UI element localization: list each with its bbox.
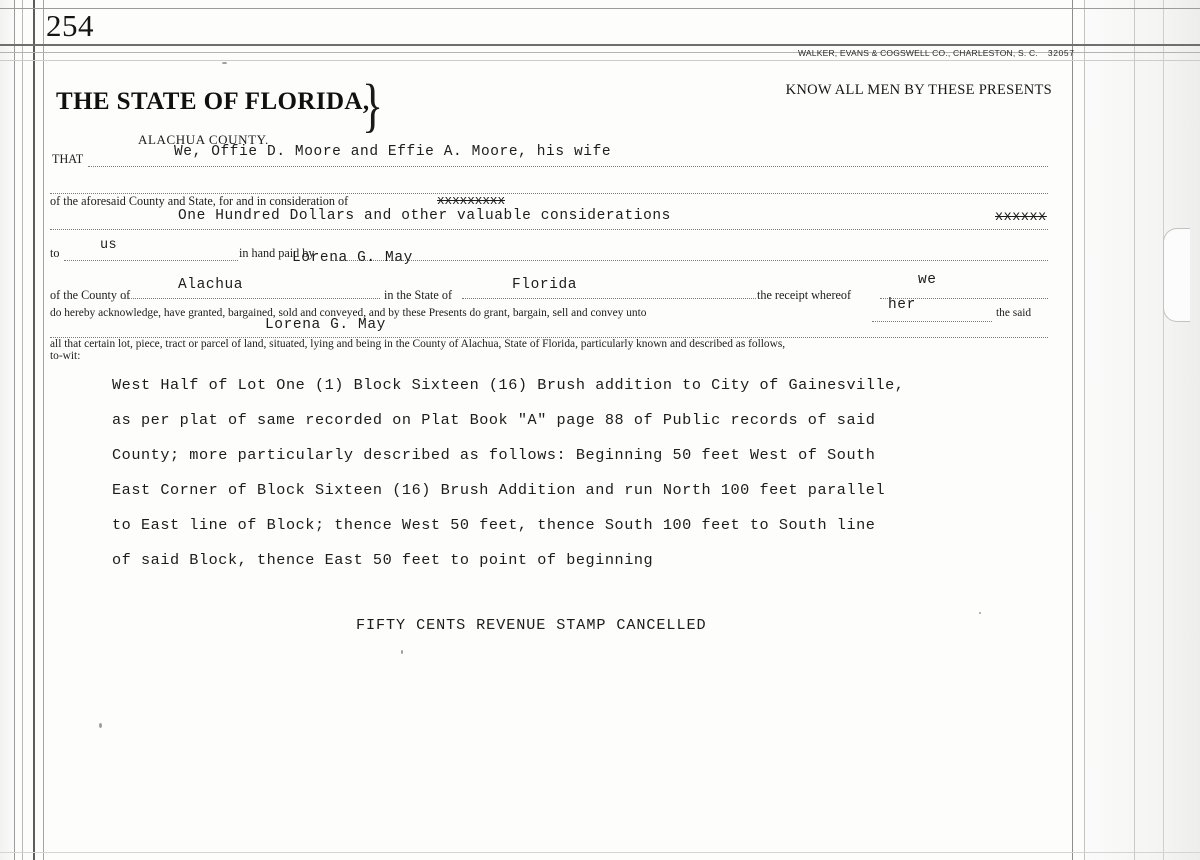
legal-description-line: East Corner of Block Sixteen (16) Brush Addition and run North 100 feet parallel (112, 481, 886, 499)
legal-description-line: to East line of Block; thence West 50 feet, thence South 100 feet to South line (112, 516, 876, 534)
brace-glyph: } (362, 72, 384, 139)
field-consideration: One Hundred Dollars and other valuable considerations (178, 208, 671, 224)
label-to: to (50, 246, 60, 260)
page-number: 254 (46, 8, 94, 43)
label-do-hereby: do hereby acknowledge, have granted, bargained, sold and conveyed, and by these Presents do grant, bargain, sell and convey unto (50, 307, 647, 319)
county-heading: ALACHUA COUNTY. (138, 132, 269, 147)
scan-speck (222, 62, 227, 64)
revenue-stamp-note: FIFTY CENTS REVENUE STAMP CANCELLED (356, 616, 707, 634)
page-edge-rule-right-1 (1072, 0, 1073, 860)
page-edge-rule-4 (43, 0, 44, 860)
scan-speck (401, 650, 403, 654)
label-in-hand-paid-by: in hand paid by (239, 246, 315, 260)
label-receipt-whereof: the receipt whereof (757, 288, 852, 302)
left-gutter-shading (0, 0, 14, 860)
legal-description-line: West Half of Lot One (1) Block Sixteen (16) Brush addition to City of Gainesville, (112, 376, 905, 394)
page-edge-rule-right-2 (1084, 0, 1085, 860)
rule-that (88, 165, 1048, 167)
legal-description-line: of said Block, thence East 50 feet to point of beginning (112, 551, 654, 569)
printer-credit (798, 48, 1075, 58)
field-grantee-name: Lorena G. May (292, 250, 413, 266)
label-that: THAT (52, 152, 84, 166)
rule-paid-by (332, 259, 1048, 261)
page-edge-rule-3 (33, 0, 35, 860)
page-edge-rule-2 (22, 0, 23, 860)
printer-form-number: 32057 (1047, 48, 1075, 58)
page-top-rule-2 (0, 44, 1200, 46)
rule-to (64, 259, 238, 261)
right-gutter-shading (1085, 0, 1200, 860)
page-edge-rule-right-3 (1134, 0, 1135, 860)
page-bottom-rule (0, 852, 1200, 853)
label-in-the-state-of: in the State of (384, 288, 453, 302)
page-edge-rule-1 (14, 0, 15, 860)
rule-county (124, 297, 380, 299)
label-of-the-county-of: of the County of (50, 288, 131, 302)
field-grantors: We, Offie D. Moore and Effie A. Moore, his wife (174, 144, 612, 160)
rule-state (462, 297, 756, 299)
page-edge-rule-right-4 (1163, 0, 1164, 860)
legal-description-line: County; more particularly described as follows: Beginning 50 feet West of South (112, 446, 876, 464)
scan-speck (99, 723, 102, 728)
rule-convey-unto (872, 320, 992, 322)
field-grantee-repeat: Lorena G. May (265, 317, 386, 333)
field-receipt-pronoun: we (918, 272, 937, 288)
field-county: Alachua (178, 277, 244, 293)
label-aforesaid: of the aforesaid County and State, for and in consideration of (50, 194, 349, 208)
state-title: THE STATE OF FLORIDA, (56, 88, 370, 115)
scan-speck (979, 612, 981, 614)
field-consideration-struck: xxxxxxxxx (437, 194, 506, 208)
page-top-rule-4 (0, 60, 1200, 61)
legal-description (112, 368, 1042, 578)
label-to-wit: to-wit: (50, 350, 81, 362)
page-top-rule-1 (0, 8, 1200, 9)
know-all-men-heading: KNOW ALL MEN BY THESE PRESENTS (785, 82, 1052, 98)
printer-credit-text: WALKER, EVANS & COGSWELL CO., CHARLESTON, S. C. (798, 48, 1038, 58)
field-paid-to: us (100, 238, 118, 253)
rule-consideration (50, 228, 1048, 230)
field-convey-unto-pronoun: her (888, 297, 916, 313)
label-the-said: the said (996, 307, 1032, 319)
binder-notch (1163, 228, 1190, 322)
field-consideration-trailing-struck: xxxxxx (995, 210, 1047, 225)
legal-description-line: as per plat of same recorded on Plat Book "A" page 88 of Public records of said (112, 411, 876, 429)
label-all-that-certain: all that certain lot, piece, tract or parcel of land, situated, lying and being in the County of Alachua, State of Florida, particularly known and described as follows, (50, 338, 786, 350)
field-state: Florida (512, 277, 578, 293)
